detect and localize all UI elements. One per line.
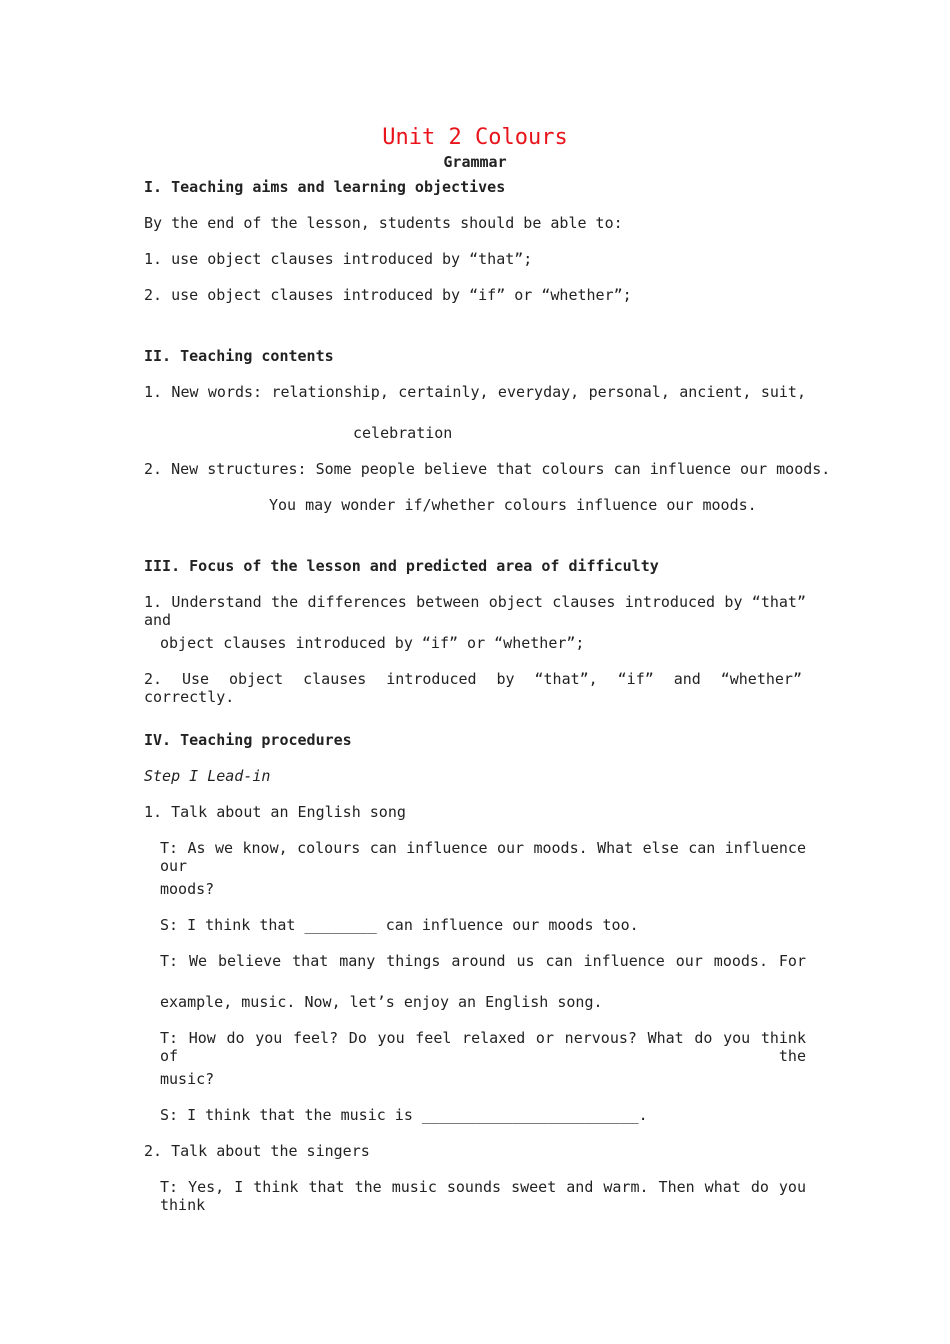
aims-intro: By the end of the lesson, students should be able to: (144, 214, 623, 232)
dialogue-t1-line-2: moods? (160, 880, 215, 898)
dialogue-t3-line-1: T: How do you feel? Do you feel relaxed or nervous? What do you think of the (160, 1029, 806, 1065)
section-heading-aims: I. Teaching aims and learning objectives (144, 178, 506, 196)
dialogue-t4-line-1: T: Yes, I think that the music sounds sweet and warm. Then what do you think (160, 1178, 806, 1214)
page-subtitle: Grammar (443, 153, 507, 171)
dialogue-t3-line-2: music? (160, 1070, 215, 1088)
new-words-line-2: celebration (353, 424, 453, 442)
dialogue-t1-line-1: T: As we know, colours can influence our moods. What else can influence our (160, 839, 806, 875)
new-structures-line-1: 2. New structures: Some people believe that colours can influence our moods. (144, 460, 831, 478)
step-heading: Step I Lead-in (144, 767, 271, 785)
section-heading-contents: II. Teaching contents (144, 347, 334, 365)
procedure-sub-2: 2. Talk about the singers (144, 1142, 370, 1160)
aims-item-2: 2. use object clauses introduced by “if” or “whether”; (144, 286, 632, 304)
focus-item-1-line-2: object clauses introduced by “if” or “whether”; (160, 634, 585, 652)
procedure-sub-1: 1. Talk about an English song (144, 803, 406, 821)
new-words-line-1: 1. New words: relationship, certainly, everyday, personal, ancient, suit, (144, 383, 806, 401)
aims-item-1: 1. use object clauses introduced by “that”; (144, 250, 533, 268)
dialogue-s2: S: I think that the music is ________________________. (160, 1106, 648, 1124)
section-heading-procedures: IV. Teaching procedures (144, 731, 352, 749)
section-heading-focus: III. Focus of the lesson and predicted area of difficulty (144, 557, 659, 575)
page-title: Unit 2 Colours (382, 125, 568, 150)
dialogue-t2-line-2: example, music. Now, let’s enjoy an English song. (160, 993, 603, 1011)
dialogue-s1: S: I think that ________ can influence our moods too. (160, 916, 639, 934)
focus-item-2: 2. Use object clauses introduced by “that”, “if” and “whether” correctly. (144, 670, 802, 706)
dialogue-t2-line-1: T: We believe that many things around us can influence our moods. For (160, 952, 806, 970)
focus-item-1-line-1: 1. Understand the differences between object clauses introduced by “that” and (144, 593, 806, 629)
new-structures-line-2: You may wonder if/whether colours influence our moods. (269, 496, 757, 514)
